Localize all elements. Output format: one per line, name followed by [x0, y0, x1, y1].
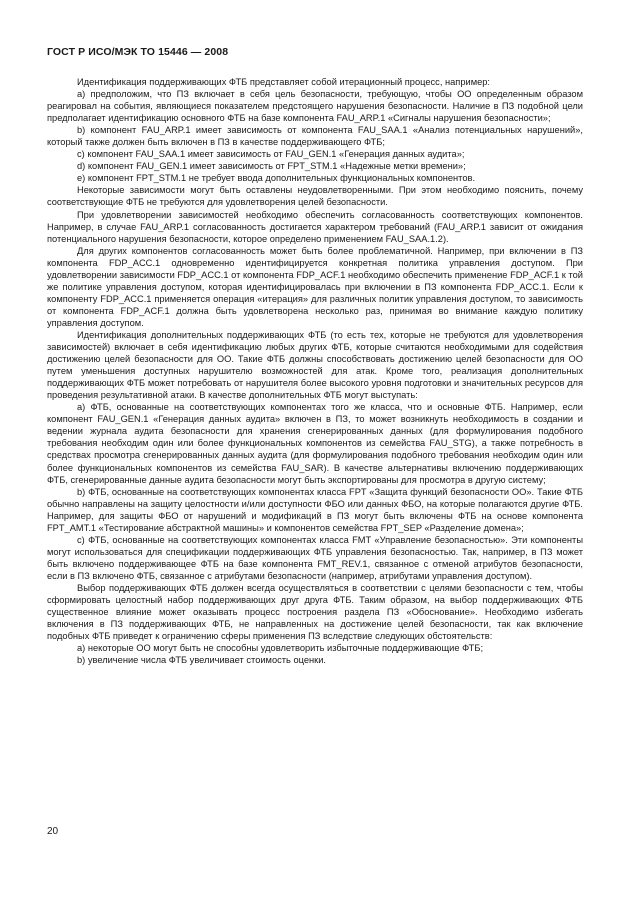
paragraph: a) ФТБ, основанные на соответствующих компонентах того же класса, что и основные ФТБ. Например, если компонент FAU_GEN.1 «Генерация данных аудита» включен в ПЗ, то может возникнуть необходимость в создании и ведении журнала аудита безопасности для хранения сгенерированных данных (для формулирования подобного требования необходим один или более функциональных компонентов из семейства FAU_STG), а также потребность в средствах просмотра сгенерированных данных аудита (для формулирования подобного требования необходим один или более функциональных компонентов из семейства FAU_SAR). В качестве альтернативы включению поддерживающих ФТБ, сгенерированные данные аудита безопасности могут быть экспортированы для просмотра в другую систему; [47, 402, 583, 485]
document-body [47, 76, 583, 666]
page-number: 20 [47, 826, 59, 837]
paragraph: d) компонент FAU_GEN.1 имеет зависимость от FPT_STM.1 «Надежные метки времени»; [77, 161, 466, 172]
paragraph: c) ФТБ, основанные на соответствующих компонентах класса FMT «Управление безопасностью». Эти компоненты могут использоваться для спецификации поддерживающих ФТБ управления безопасностью. Так, например, в ПЗ может быть включено поддерживающее ФТБ на базе компонента FMT_REV.1, связанное с отменой атрибутов безопасности, если в ПЗ включено ФТБ, связанное с атрибутами безопасности (например, атрибутами управления доступом). [47, 534, 583, 581]
paragraph: b) компонент FAU_ARP.1 имеет зависимость от компонента FAU_SAA.1 «Анализ потенциальных нарушений», который также должен быть включен в ПЗ в качестве поддерживающего ФТБ; [47, 125, 583, 148]
paragraph: e) компонент FPT_STM.1 не требует ввода дополнительных функциональных компонентов. [77, 173, 476, 184]
paragraph: b) увеличение числа ФТБ увеличивает стоимость оценки. [77, 655, 326, 666]
paragraph: b) ФТБ, основанные на соответствующих компонентах класса FPT «Защита функций безопасности ОО». Такие ФТБ обычно направлены на защиту целостности и/или доступности ФБО или данных ФБО, на которые полагаются другие ФТБ. Например, для защиты ФБО от нарушений и модификаций в ПЗ могут быть включены ФТБ на основе компонента FPT_AMT.1 «Тестирование абстрактной машины» и компонентов семейства FPT_SEP «Разделение домена»; [47, 486, 583, 533]
document-header: ГОСТ Р ИСО/МЭК ТО 15446 — 2008 [47, 46, 229, 58]
paragraph: Идентификация поддерживающих ФТБ представляет собой итерационный процесс, например: [77, 77, 491, 87]
paragraph: Для других компонентов согласованность может быть более проблематичной. Например, при включении в ПЗ компонента FDP_ACC.1 одновременно идентифицируется конкретная политика управления доступом. При удовлетворении зависимости FDP_ACC.1 от компонента FDP_ACF.1 необходимо обеспечить применение FDP_ACF.1 к той же политике управления доступом, которая идентифицировалась при включении в ПЗ компонента FDP_ACC.1. Если к компоненту FDP_ACC.1 применяется операция «итерация» для различных политик управления доступом, то зависимость от компонента FDP_ACF.1 должна быть удовлетворена несколько раз, принимая во внимание каждую политику управления доступом. [47, 245, 583, 328]
paragraph: a) предположим, что ПЗ включает в себя цель безопасности, требующую, чтобы ОО определенным образом реагировал на события, являющиеся показателем предстоящего нарушения безопасности. Наличие в ПЗ подобной цели предполагает идентификацию основного ФТБ на базе компонента FAU_ARP.1 «Сигналы нарушения безопасности»; [47, 89, 583, 124]
paragraph: a) некоторые ОО могут быть не способны удовлетворить избыточные поддерживающие ФТБ; [77, 643, 484, 654]
paragraph: При удовлетворении зависимостей необходимо обеспечить согласованность соответствующих компонентов. Например, в случае FAU_ARP.1 согласованность достигается характером требований (FAU_ARP.1 зависит от ожидания потенциального нарушения безопасности, которое определено применением FAU_SAA.1.2). [47, 209, 583, 244]
paragraph: c) компонент FAU_SAA.1 имеет зависимость от FAU_GEN.1 «Генерация данных аудита»; [77, 149, 465, 160]
paragraph: Идентификация дополнительных поддерживающих ФТБ (то есть тех, которые не требуются для удовлетворения зависимостей) включает в себя идентификацию любых других ФТБ, которые считаются необходимыми для содействия достижению целей безопасности для ОО. Такие ФТБ должны способствовать достижению целей безопасности для ОО путем уменьшения доступных нарушителю возможностей для атак. Кроме того, реализация дополнительных поддерживающих ФТБ может потребовать от нарушителя более высокого уровня подготовки и значительных ресурсов для проведения результативной атаки. В качестве дополнительных ФТБ могут выступать: [47, 329, 583, 401]
paragraph: Выбор поддерживающих ФТБ должен всегда осуществляться в соответствии с целями безопасности с тем, чтобы сформировать целостный набор поддерживающих друг друга ФТБ. Таким образом, на выбор поддерживающих ФТБ существенное влияние может оказывать процесс построения раздела ПЗ «Обоснование». Необходимо избегать включения в ПЗ поддерживающих ФТБ, не направленных на достижение целей безопасности, так как включение подобных ФТБ приведет к ограничению сферы применения ПЗ вследствие следующих обстоятельств: [47, 582, 583, 642]
paragraph: Некоторые зависимости могут быть оставлены неудовлетворенными. При этом необходимо пояснить, почему соответствующие ФТБ не требуются для удовлетворения целей безопасности. [47, 185, 583, 208]
